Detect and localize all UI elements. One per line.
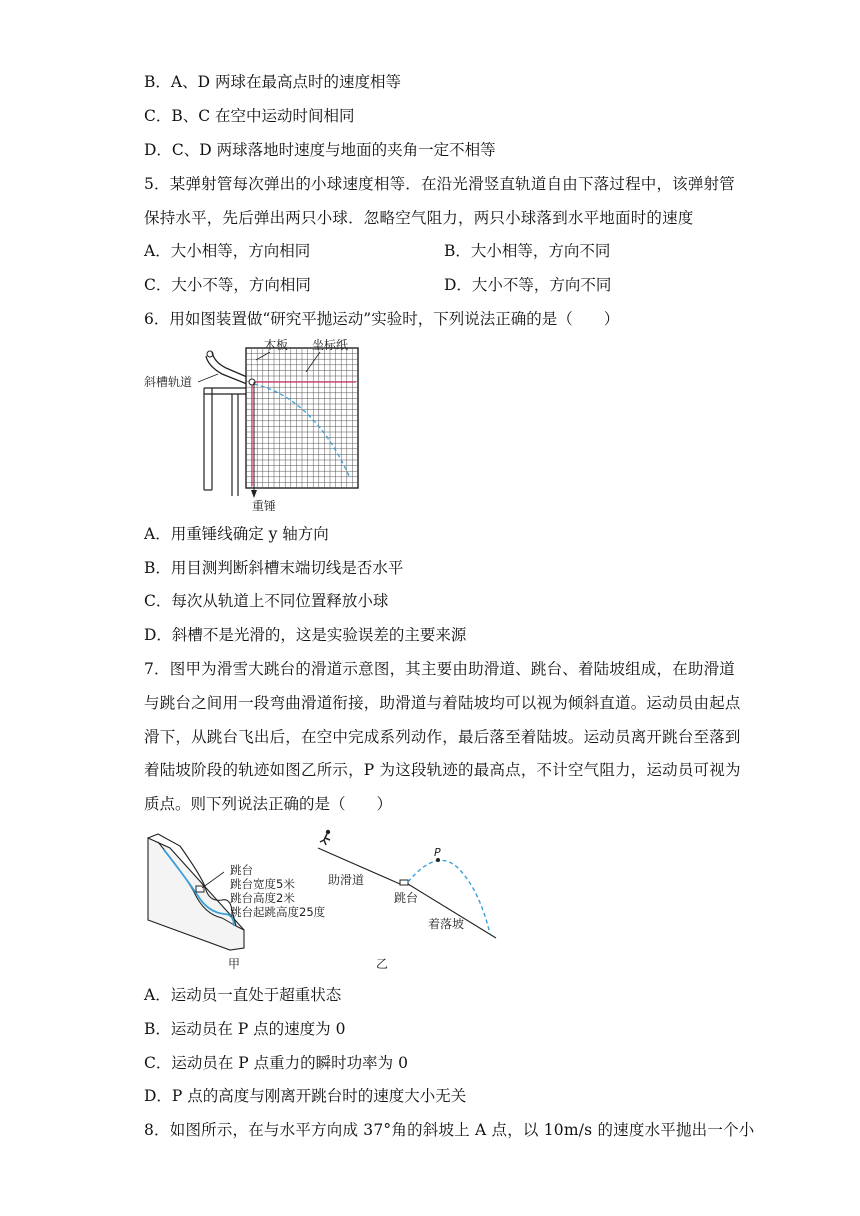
q5-stem-line1: 5．某弹射管每次弹出的小球速度相等．在沿光滑竖直轨道自由下落过程中，该弹射管 [144, 175, 735, 193]
label-platform: 跳台 [230, 863, 253, 877]
q7-stem-line2: 与跳台之间用一段弯曲滑道衔接，助滑道与着陆坡均可以视为倾斜直道。运动员由起点 [144, 694, 741, 712]
q5-option-a: A．大小相等，方向相同 [144, 242, 311, 260]
q7-stem-line1: 7．图甲为滑雪大跳台的滑道示意图，其主要由助滑道、跳台、着陆坡组成，在助滑道 [144, 660, 735, 678]
q7-option-a: A．运动员一直处于超重状态 [144, 986, 342, 1004]
q7-stem-line5: 质点。则下列说法正确的是（ ） [144, 795, 393, 813]
label-platform-width: 跳台宽度5米 [230, 877, 295, 891]
q5-option-c: C．大小不等，方向相同 [144, 276, 311, 294]
label-takeoff-angle: 跳台起跳高度25度 [230, 905, 326, 919]
q8-stem-line1: 8．如图所示，在与水平方向成 37°角的斜坡上 A 点，以 10m/s 的速度水平抛出一个小 [144, 1121, 755, 1139]
q5-option-b: B．大小相等，方向不同 [444, 242, 611, 260]
q6-option-c: C．每次从轨道上不同位置释放小球 [144, 592, 389, 610]
label-point-p: P [434, 846, 441, 859]
q6-option-a: A．用重锤线确定 y 轴方向 [144, 525, 329, 543]
label-takeoff-platform: 跳台 [394, 891, 419, 905]
q4-option-b: B．A、D 两球在最高点时的速度相等 [144, 73, 401, 91]
figure-yi-caption: 乙 [376, 957, 389, 971]
label-board: 木板 [264, 338, 289, 352]
q7-stem-line3: 滑下，从跳台飞出后，在空中完成系列动作，最后落至着陆坡。运动员离开跳台至落到 [144, 728, 741, 746]
q5-option-d: D．大小不等，方向不同 [444, 276, 612, 294]
q4-option-d: D．C、D 两球落地时速度与地面的夹角一定不相等 [144, 141, 496, 159]
label-landing-slope: 着落坡 [428, 917, 465, 931]
q6-stem: 6．用如图装置做“研究平抛运动”实验时，下列说法正确的是（ ） [144, 310, 620, 328]
label-approach-ramp: 助滑道 [328, 873, 365, 887]
q5-stem-line2: 保持水平，先后弹出两只小球．忽略空气阻力，两只小球落到水平地面时的速度 [144, 209, 694, 227]
label-inclined-track: 斜槽轨道 [144, 375, 193, 389]
q7-option-c: C．运动员在 P 点重力的瞬时功率为 0 [144, 1054, 408, 1072]
q7-option-d: D．P 点的高度与刚离开跳台时的速度大小无关 [144, 1087, 467, 1105]
label-platform-height: 跳台高度2米 [230, 891, 295, 905]
q7-figure-yi [316, 826, 506, 972]
label-coordinate-paper: 坐标纸 [312, 338, 349, 352]
q7-stem-line4: 着陆坡阶段的轨迹如图乙所示，P 为这段轨迹的最高点，不计空气阻力，运动员可视为 [144, 761, 741, 779]
coordinate-paper-grid [246, 348, 358, 488]
label-plumb-weight: 重锤 [252, 499, 277, 513]
q4-option-c: C．B、C 在空中运动时间相同 [144, 107, 355, 125]
skier-icon [320, 830, 330, 845]
q6-option-d: D．斜槽不是光滑的，这是实验误差的主要来源 [144, 626, 467, 644]
q6-apparatus-figure [144, 338, 370, 514]
figure-jia-caption: 甲 [228, 957, 241, 971]
q6-option-b: B．用目测判断斜槽末端切线是否水平 [144, 559, 404, 577]
q7-figure-jia [144, 830, 326, 972]
q7-option-b: B．运动员在 P 点的速度为 0 [144, 1020, 346, 1038]
